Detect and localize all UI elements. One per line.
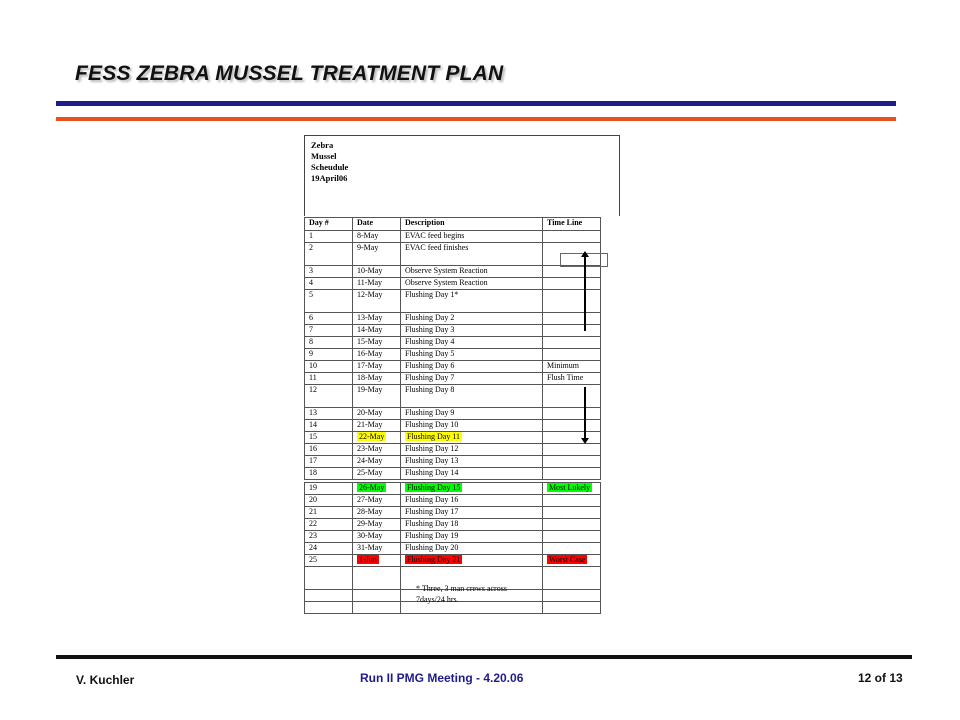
cell-date-text: 24-May	[357, 456, 383, 465]
cell-description	[401, 408, 543, 420]
cell-date	[353, 456, 401, 468]
cell-day-text: 5	[309, 290, 313, 299]
cell-day-text: 8	[309, 337, 313, 346]
cell-time-line	[543, 349, 601, 361]
cell-date-text: 17-May	[357, 361, 383, 370]
cell-day	[305, 519, 353, 531]
cell-time-line	[543, 231, 601, 243]
cell-day-text: 7	[309, 325, 313, 334]
cell-date	[353, 361, 401, 373]
cell-day	[305, 325, 353, 337]
cell-time-line	[543, 325, 601, 337]
footnote: * Three, 3 man crews across 7days/24 hrs.	[416, 584, 507, 604]
table-row	[305, 531, 601, 543]
cell-time-line	[543, 373, 601, 385]
cell-date-text: 29-May	[357, 519, 383, 528]
cell-day-text: 18	[309, 468, 317, 477]
footer-author: V. Kuchler	[76, 673, 135, 687]
table-row	[305, 432, 601, 444]
cell-date-text: 27-May	[357, 495, 383, 504]
cell-date	[353, 408, 401, 420]
cell-day	[305, 420, 353, 432]
cell-date	[353, 266, 401, 278]
cell-day-text: 12	[309, 385, 317, 394]
cell-description	[401, 432, 543, 444]
cell-time-line	[543, 420, 601, 432]
cell-time-line	[543, 531, 601, 543]
cell-description	[401, 337, 543, 349]
cell-date-text: 11-May	[357, 278, 383, 287]
cell-description-text: Flushing Day 13	[405, 456, 459, 465]
table-row	[305, 543, 601, 555]
cell-day	[305, 531, 353, 543]
cell-date	[353, 555, 401, 567]
table-row	[305, 266, 601, 278]
title-rule-orange	[56, 117, 896, 121]
column-header-time-line: Time Line	[543, 218, 601, 231]
cell-description-text: Flushing Day 4	[405, 337, 455, 346]
cell-description-text: Flushing Day 17	[405, 507, 459, 516]
cell-description	[401, 543, 543, 555]
cell-day-text: 15	[309, 432, 317, 441]
cell-day	[305, 507, 353, 519]
cell-day-text: 4	[309, 278, 313, 287]
cell-day-text: 1	[309, 231, 313, 240]
cell-day-text: 10	[309, 361, 317, 370]
cell-day	[305, 432, 353, 444]
cell-description	[401, 373, 543, 385]
cell-day-text: 17	[309, 456, 317, 465]
cell-day-text: 2	[309, 243, 313, 252]
cell-time-line-text: Flush Time	[547, 373, 584, 382]
cell-time-line-text: Minimum	[547, 361, 580, 370]
table-row	[305, 278, 601, 290]
cell-description-text: Flushing Day 3	[405, 325, 455, 334]
cell-description-text: Flushing Day 1*	[405, 290, 459, 299]
cell-time-line	[543, 495, 601, 507]
cell-date	[353, 495, 401, 507]
cell-day	[305, 278, 353, 290]
cell-day-text: 3	[309, 266, 313, 275]
cell-time-line	[543, 266, 601, 278]
cell-description-text: Observe System Reaction	[405, 278, 488, 287]
cell-date	[353, 325, 401, 337]
cell-time-line	[543, 507, 601, 519]
cell-description-text: Flushing Day 8	[405, 385, 455, 394]
table-row	[305, 483, 601, 495]
cell-description	[401, 420, 543, 432]
cell-date-text: 19-May	[357, 385, 383, 394]
cell-description	[401, 468, 543, 480]
cell-day-text: 20	[309, 495, 317, 504]
table-row	[305, 408, 601, 420]
cell-description-text: Flushing Day 7	[405, 373, 455, 382]
table-row	[305, 468, 601, 480]
cell-date-text: 22-May	[359, 432, 385, 441]
cell-date	[353, 483, 401, 495]
cell-time-line	[543, 444, 601, 456]
cell-date-text: 31-May	[357, 543, 383, 552]
cell-description	[401, 507, 543, 519]
cell-date-text: 13-May	[357, 313, 383, 322]
cell-day	[305, 408, 353, 420]
cell-description-text: Flushing Day 9	[405, 408, 455, 417]
cell-day	[305, 337, 353, 349]
table-row	[305, 444, 601, 456]
footer-rule	[56, 655, 912, 659]
cell-day	[305, 555, 353, 567]
cell-description	[401, 483, 543, 495]
cell-time-line	[543, 337, 601, 349]
cell-day-text: 16	[309, 444, 317, 453]
table-row	[305, 313, 601, 325]
table-row	[305, 231, 601, 243]
cell-day	[305, 373, 353, 385]
cell-day	[305, 313, 353, 325]
cell-time-line	[543, 519, 601, 531]
table-row	[305, 495, 601, 507]
cell-day	[305, 361, 353, 373]
cell-day	[305, 385, 353, 408]
table-row	[305, 337, 601, 349]
schedule-header-box	[304, 135, 620, 216]
title-rule-blue	[56, 101, 896, 106]
footer-page-number: 12 of 13	[858, 671, 903, 685]
cell-time-line-text: Most Lukely	[549, 483, 591, 492]
cell-date	[353, 519, 401, 531]
table-row	[305, 325, 601, 337]
cell-description	[401, 278, 543, 290]
cell-date	[353, 444, 401, 456]
cell-description	[401, 519, 543, 531]
cell-date-text: 28-May	[357, 507, 383, 516]
cell-day-text: 6	[309, 313, 313, 322]
cell-description	[401, 555, 543, 567]
table-row	[305, 373, 601, 385]
schedule-header-row	[305, 218, 601, 231]
cell-day	[305, 231, 353, 243]
cell-description	[401, 290, 543, 313]
cell-day	[305, 266, 353, 278]
cell-date	[353, 313, 401, 325]
cell-time-line	[543, 543, 601, 555]
cell-day	[305, 468, 353, 480]
cell-date	[353, 373, 401, 385]
cell-time-line	[543, 278, 601, 290]
cell-time-line	[543, 432, 601, 444]
cell-day	[305, 243, 353, 266]
cell-date	[353, 432, 401, 444]
cell-description	[401, 325, 543, 337]
cell-date-text: 23-May	[357, 444, 383, 453]
cell-description	[401, 361, 543, 373]
cell-date	[353, 385, 401, 408]
column-header-description: Description	[401, 218, 543, 231]
cell-description-text: Flushing Day 19	[405, 531, 459, 540]
cell-date	[353, 531, 401, 543]
cell-date-text: 20-May	[357, 408, 383, 417]
cell-time-line	[543, 408, 601, 420]
table-row	[305, 555, 601, 567]
cell-date-text: 21-May	[357, 420, 383, 429]
cell-date-text: 14-May	[357, 325, 383, 334]
timeline-arrow-down-icon	[584, 387, 586, 439]
cell-time-line	[543, 483, 601, 495]
cell-date-text: 26-May	[359, 483, 385, 492]
cell-date	[353, 543, 401, 555]
cell-date-text: 15-May	[357, 337, 383, 346]
cell-description-text: Flushing Day 21	[407, 555, 461, 564]
cell-description-text: EVAC feed begins	[405, 231, 465, 240]
cell-description-text: Flushing Day 20	[405, 543, 459, 552]
schedule-title: Zebra Mussel Scheudule 19April06	[311, 140, 349, 183]
cell-date	[353, 507, 401, 519]
cell-date	[353, 468, 401, 480]
cell-day-text: 24	[309, 543, 317, 552]
cell-date	[353, 349, 401, 361]
cell-day-text: 22	[309, 519, 317, 528]
schedule-document	[304, 135, 620, 619]
cell-day	[305, 483, 353, 495]
cell-description	[401, 313, 543, 325]
cell-date-text: 30-May	[357, 531, 383, 540]
cell-description	[401, 349, 543, 361]
cell-time-line	[543, 361, 601, 373]
cell-day	[305, 543, 353, 555]
table-row	[305, 456, 601, 468]
cell-description	[401, 456, 543, 468]
cell-day	[305, 456, 353, 468]
cell-day	[305, 349, 353, 361]
cell-day-text: 23	[309, 531, 317, 540]
cell-date	[353, 420, 401, 432]
cell-date	[353, 231, 401, 243]
cell-date	[353, 278, 401, 290]
table-row	[305, 361, 601, 373]
cell-day	[305, 444, 353, 456]
table-row	[305, 507, 601, 519]
cell-description	[401, 531, 543, 543]
cell-description	[401, 243, 543, 266]
cell-description	[401, 266, 543, 278]
cell-description	[401, 495, 543, 507]
cell-date-text: 25-May	[357, 468, 383, 477]
table-row	[305, 243, 601, 266]
cell-time-line-text: Worst Case	[549, 555, 586, 564]
cell-description-text: Flushing Day 5	[405, 349, 455, 358]
cell-date	[353, 243, 401, 266]
cell-day-text: 19	[309, 483, 317, 492]
cell-description-text: Flushing Day 11	[407, 432, 461, 441]
cell-time-line	[543, 385, 601, 408]
cell-day	[305, 290, 353, 313]
cell-description-text: Flushing Day 14	[405, 468, 459, 477]
cell-description-text: Flushing Day 6	[405, 361, 455, 370]
cell-day-text: 13	[309, 408, 317, 417]
cell-time-line	[543, 456, 601, 468]
cell-description-text: Flushing Day 2	[405, 313, 455, 322]
cell-description-text: Flushing Day 12	[405, 444, 459, 453]
cell-day-text: 21	[309, 507, 317, 516]
cell-description	[401, 444, 543, 456]
cell-description-text: EVAC feed finishes	[405, 243, 469, 252]
cell-description-text: Flushing Day 10	[405, 420, 459, 429]
column-header-date: Date	[353, 218, 401, 231]
cell-date-text: 9-May	[357, 243, 379, 252]
cell-description-text: Flushing Day 18	[405, 519, 459, 528]
cell-day-text: 14	[309, 420, 317, 429]
cell-description-text: Flushing Day 16	[405, 495, 459, 504]
cell-day-text: 25	[309, 555, 317, 564]
cell-time-line	[543, 468, 601, 480]
cell-date-text: 8-May	[357, 231, 379, 240]
column-header-day: Day #	[305, 218, 353, 231]
schedule-table	[304, 217, 601, 614]
cell-day	[305, 495, 353, 507]
footer-meeting: Run II PMG Meeting - 4.20.06	[360, 671, 524, 685]
cell-date-text: 10-May	[357, 266, 383, 275]
cell-date-text: 12-May	[357, 290, 383, 299]
table-row	[305, 385, 601, 408]
cell-time-line	[543, 313, 601, 325]
cell-day-text: 11	[309, 373, 317, 382]
timeline-arrow-up-icon	[584, 255, 586, 331]
cell-time-line	[543, 290, 601, 313]
table-row	[305, 349, 601, 361]
cell-description	[401, 385, 543, 408]
cell-time-line	[543, 555, 601, 567]
table-row	[305, 420, 601, 432]
cell-date-text: 18-May	[357, 373, 383, 382]
cell-description	[401, 231, 543, 243]
cell-date	[353, 337, 401, 349]
cell-date-text: 16-May	[357, 349, 383, 358]
table-row	[305, 519, 601, 531]
table-row	[305, 290, 601, 313]
cell-description-text: Flushing Day 15	[407, 483, 461, 492]
cell-date-text: 1-Jun	[359, 555, 377, 564]
cell-date	[353, 290, 401, 313]
cell-description-text: Observe System Reaction	[405, 266, 488, 275]
slide-title: FESS ZEBRA MUSSEL TREATMENT PLAN	[75, 62, 504, 85]
cell-day-text: 9	[309, 349, 313, 358]
